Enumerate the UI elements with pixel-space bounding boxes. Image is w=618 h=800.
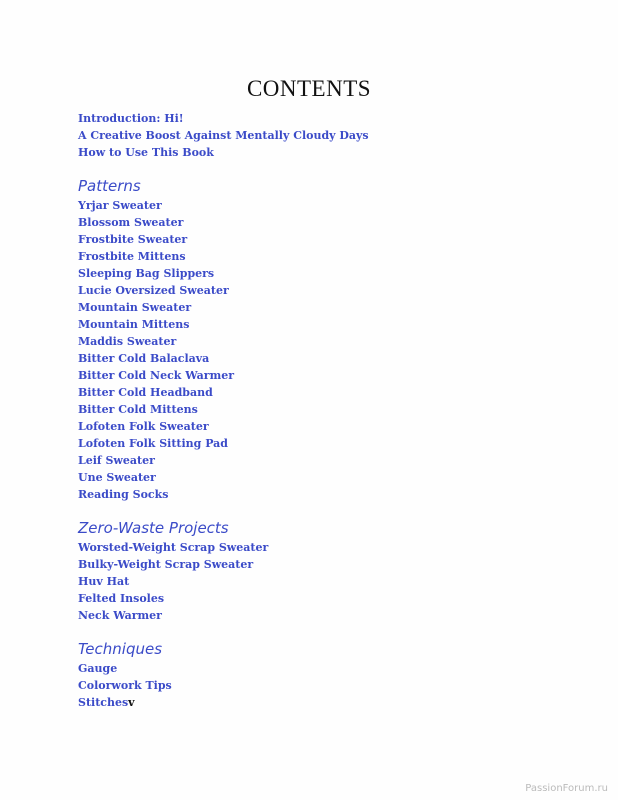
- toc-link-mountain-mittens[interactable]: Mountain Mittens: [78, 318, 190, 331]
- toc-link-lucie-oversized-sweater[interactable]: Lucie Oversized Sweater: [78, 284, 229, 297]
- techniques-list: [78, 660, 558, 711]
- toc-link-lofoten-folk-sitting-pad[interactable]: Lofoten Folk Sitting Pad: [78, 437, 228, 450]
- toc-link-yrjar-sweater[interactable]: Yrjar Sweater: [78, 199, 162, 212]
- zero-waste-list: [78, 539, 558, 624]
- page-title: CONTENTS: [246, 76, 372, 101]
- watermark: PassionForum.ru: [525, 783, 608, 794]
- toc-entry-stitches: [78, 694, 558, 711]
- toc-link-frostbite-sweater[interactable]: Frostbite Sweater: [78, 233, 188, 246]
- toc-link-bitter-cold-neck-warmer[interactable]: Bitter Cold Neck Warmer: [78, 369, 235, 382]
- patterns-list: [78, 197, 558, 503]
- toc-link-une-sweater[interactable]: Une Sweater: [78, 471, 156, 484]
- toc-link-lofoten-folk-sweater[interactable]: Lofoten Folk Sweater: [78, 420, 209, 433]
- toc-link-bitter-cold-balaclava[interactable]: Bitter Cold Balaclava: [78, 352, 210, 365]
- toc-link-how-to-use[interactable]: How to Use This Book: [78, 146, 214, 159]
- toc-link-frostbite-mittens[interactable]: Frostbite Mittens: [78, 250, 186, 263]
- toc-link-blossom-sweater[interactable]: Blossom Sweater: [78, 216, 184, 229]
- toc-link-mountain-sweater[interactable]: Mountain Sweater: [78, 301, 192, 314]
- toc-link-sleeping-bag-slippers[interactable]: Sleeping Bag Slippers: [78, 267, 215, 280]
- stray-suffix-text: v: [128, 696, 135, 709]
- toc-link-worsted-weight-scrap-sweater[interactable]: Worsted-Weight Scrap Sweater: [78, 541, 269, 554]
- toc-link-stitches[interactable]: Stitches: [78, 696, 129, 709]
- toc-link-reading-socks[interactable]: Reading Socks: [78, 488, 169, 501]
- toc-link-leif-sweater[interactable]: Leif Sweater: [78, 454, 155, 467]
- toc-link-introduction[interactable]: Introduction: Hi!: [78, 112, 184, 125]
- toc-link-bitter-cold-headband[interactable]: Bitter Cold Headband: [78, 386, 213, 399]
- section-heading-zero-waste: Zero-Waste Projects: [78, 519, 229, 537]
- toc-link-felted-insoles[interactable]: Felted Insoles: [78, 592, 165, 605]
- toc-link-bitter-cold-mittens[interactable]: Bitter Cold Mittens: [78, 403, 198, 416]
- table-of-contents: [78, 110, 558, 711]
- toc-link-gauge[interactable]: Gauge: [78, 662, 118, 675]
- toc-link-huv-hat[interactable]: Huv Hat: [78, 575, 130, 588]
- toc-link-colorwork-tips[interactable]: Colorwork Tips: [78, 679, 172, 692]
- toc-link-neck-warmer[interactable]: Neck Warmer: [78, 609, 162, 622]
- toc-link-bulky-weight-scrap-sweater[interactable]: Bulky-Weight Scrap Sweater: [78, 558, 254, 571]
- toc-link-creative-boost[interactable]: A Creative Boost Against Mentally Cloudy Days: [78, 129, 369, 142]
- section-heading-patterns: Patterns: [78, 177, 141, 195]
- section-heading-techniques: Techniques: [78, 640, 163, 658]
- intro-group: [78, 110, 558, 161]
- toc-link-maddis-sweater[interactable]: Maddis Sweater: [78, 335, 177, 348]
